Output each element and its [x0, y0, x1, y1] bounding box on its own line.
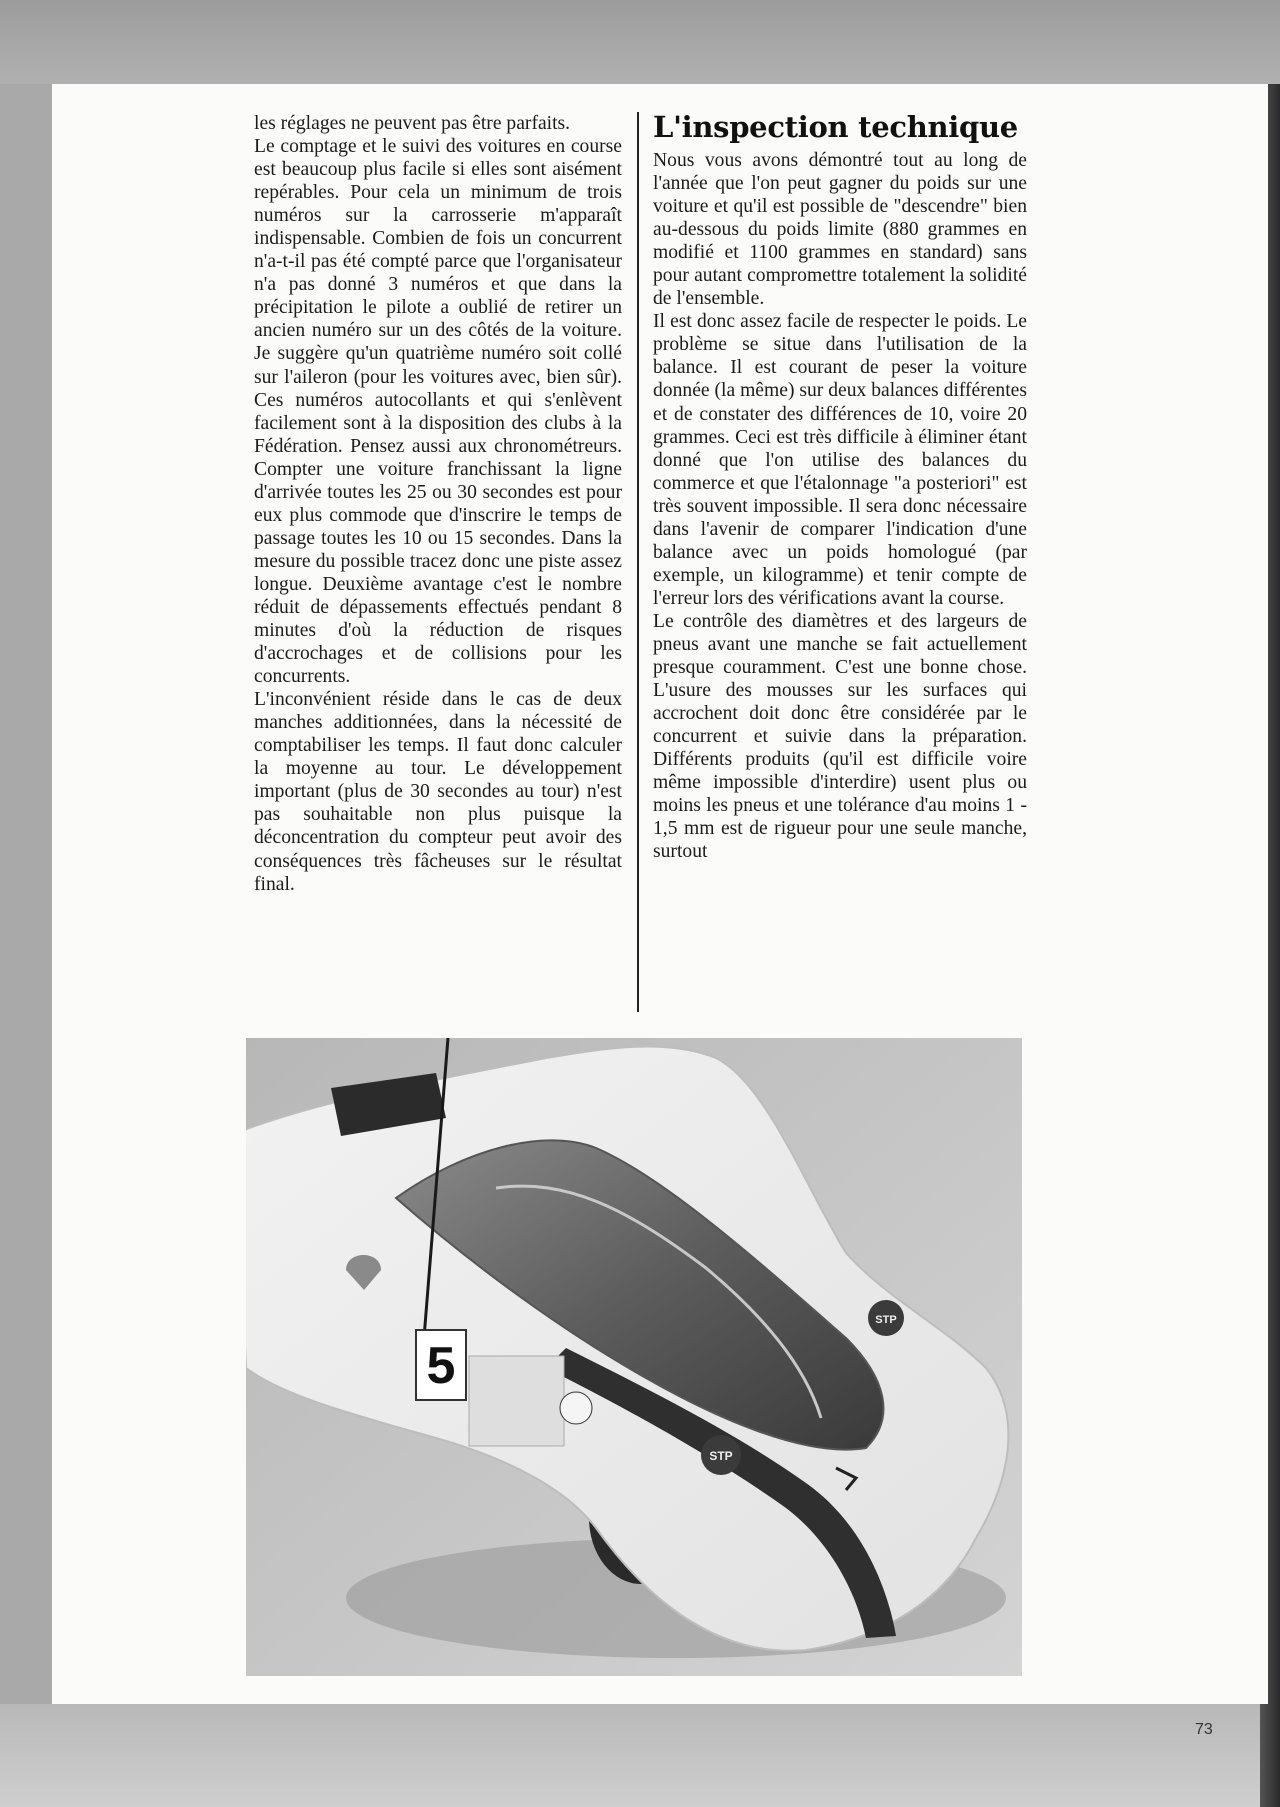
race-car-photo: [246, 1038, 1022, 1676]
scan-background-top: [0, 0, 1280, 84]
right-paragraph-3: Le contrôle des diamètres et des largeurs de pneus avant une manche se fait actuellement presque couramment. C'est une bonne chose. L'usure des mousses sur les surfaces qui accrochent doit donc être considérée par le concurrent et suivie dans la préparation. Différents produits (qu'il est difficile voire même impossible d'interdire) usent plus ou moins les pneus et une tolérance d'au moins 1 - 1,5 mm est de rigueur pour une seule manche, surtout: [653, 610, 1027, 863]
left-paragraph-2: Le comptage et le suivi des voitures en course est beaucoup plus facile si elles sont aisément repérables. Pour cela un minimum de trois numéros sur la carrosserie m'apparaît indispensable. Combien de fois un concurrent n'a-t-il pas été compté parce que l'organisateur n'a pas donné 3 numéros et que dans la précipitation le pilote a oublié de retirer un ancien numéro sur un des côtés de la voiture. Je suggère qu'un quatrième numéro soit collé sur l'aileron (pour les voitures avec, bien sûr). Ces numéros autocollants et qui s'enlèvent facilement sont à la disposition des clubs à la Fédération. Pensez aussi aux chronométreurs. Compter une voiture franchissant la ligne d'arrivée toutes les 25 ou 30 secondes est pour eux plus commode que d'inscrire le temps de passage toutes les 10 ou 15 secondes. Dans la mesure du possible tracez donc une piste assez longue. Deuxième avantage c'est le nombre réduit de dépassements effectués pendant 8 minutes d'où la réduction de risques d'accrochages et de collisions pour les concurrents.: [254, 136, 622, 688]
scan-background-bottom: [0, 1704, 1260, 1807]
race-car-illustration: [246, 1038, 1022, 1676]
column-divider: [637, 112, 639, 1012]
left-column: [254, 112, 622, 896]
left-paragraph-1: les réglages ne peuvent pas être parfaits.: [254, 113, 571, 134]
stp-logo-front-text: STP: [875, 1314, 897, 1326]
left-paragraph-3: L'inconvénient réside dans le cas de deux manches additionnées, dans la nécessité de comptabiliser les temps. Il faut donc calculer la moyenne au tour. Le développement important (plus de 30 secondes au tour) n'est pas souhaitable non plus puisque la déconcentration du compteur peut avoir des conséquences très fâcheuses sur le résultat final.: [254, 689, 622, 895]
right-paragraph-2: Il est donc assez facile de respecter le poids. Le problème se situe dans l'utilisation de la balance. Il est courant de peser la voiture donnée (la même) sur deux balances différentes et de constater des différences de 10, voire 20 grammes. Ceci est très difficile à éliminer étant donné que l'on utilise des balances du commerce et que l'étalonnage "a posteriori" est très souvent impossible. Il sera donc nécessaire dans l'avenir de comparer l'indication d'une balance avec un poids homologué (par exemple, un kilogramme) et tenir compte de l'erreur lors des vérifications avant la course.: [653, 311, 1027, 609]
right-paragraph-1: Nous vous avons démontré tout au long de l'année que l'on peut gagner du poids sur une voiture et qu'il est possible de "descendre" bien au-dessous du poids limite (880 grammes en modifié et 1100 grammes en standard) sans pour autant compromettre totalement la solidité de l'ensemble.: [653, 150, 1027, 310]
page-number: 73: [1195, 1721, 1213, 1738]
section-heading: L'inspection technique: [653, 110, 1018, 144]
right-column: [653, 112, 1027, 863]
race-number: 5: [426, 1337, 456, 1395]
stp-logo-side-text: STP: [709, 1449, 733, 1463]
